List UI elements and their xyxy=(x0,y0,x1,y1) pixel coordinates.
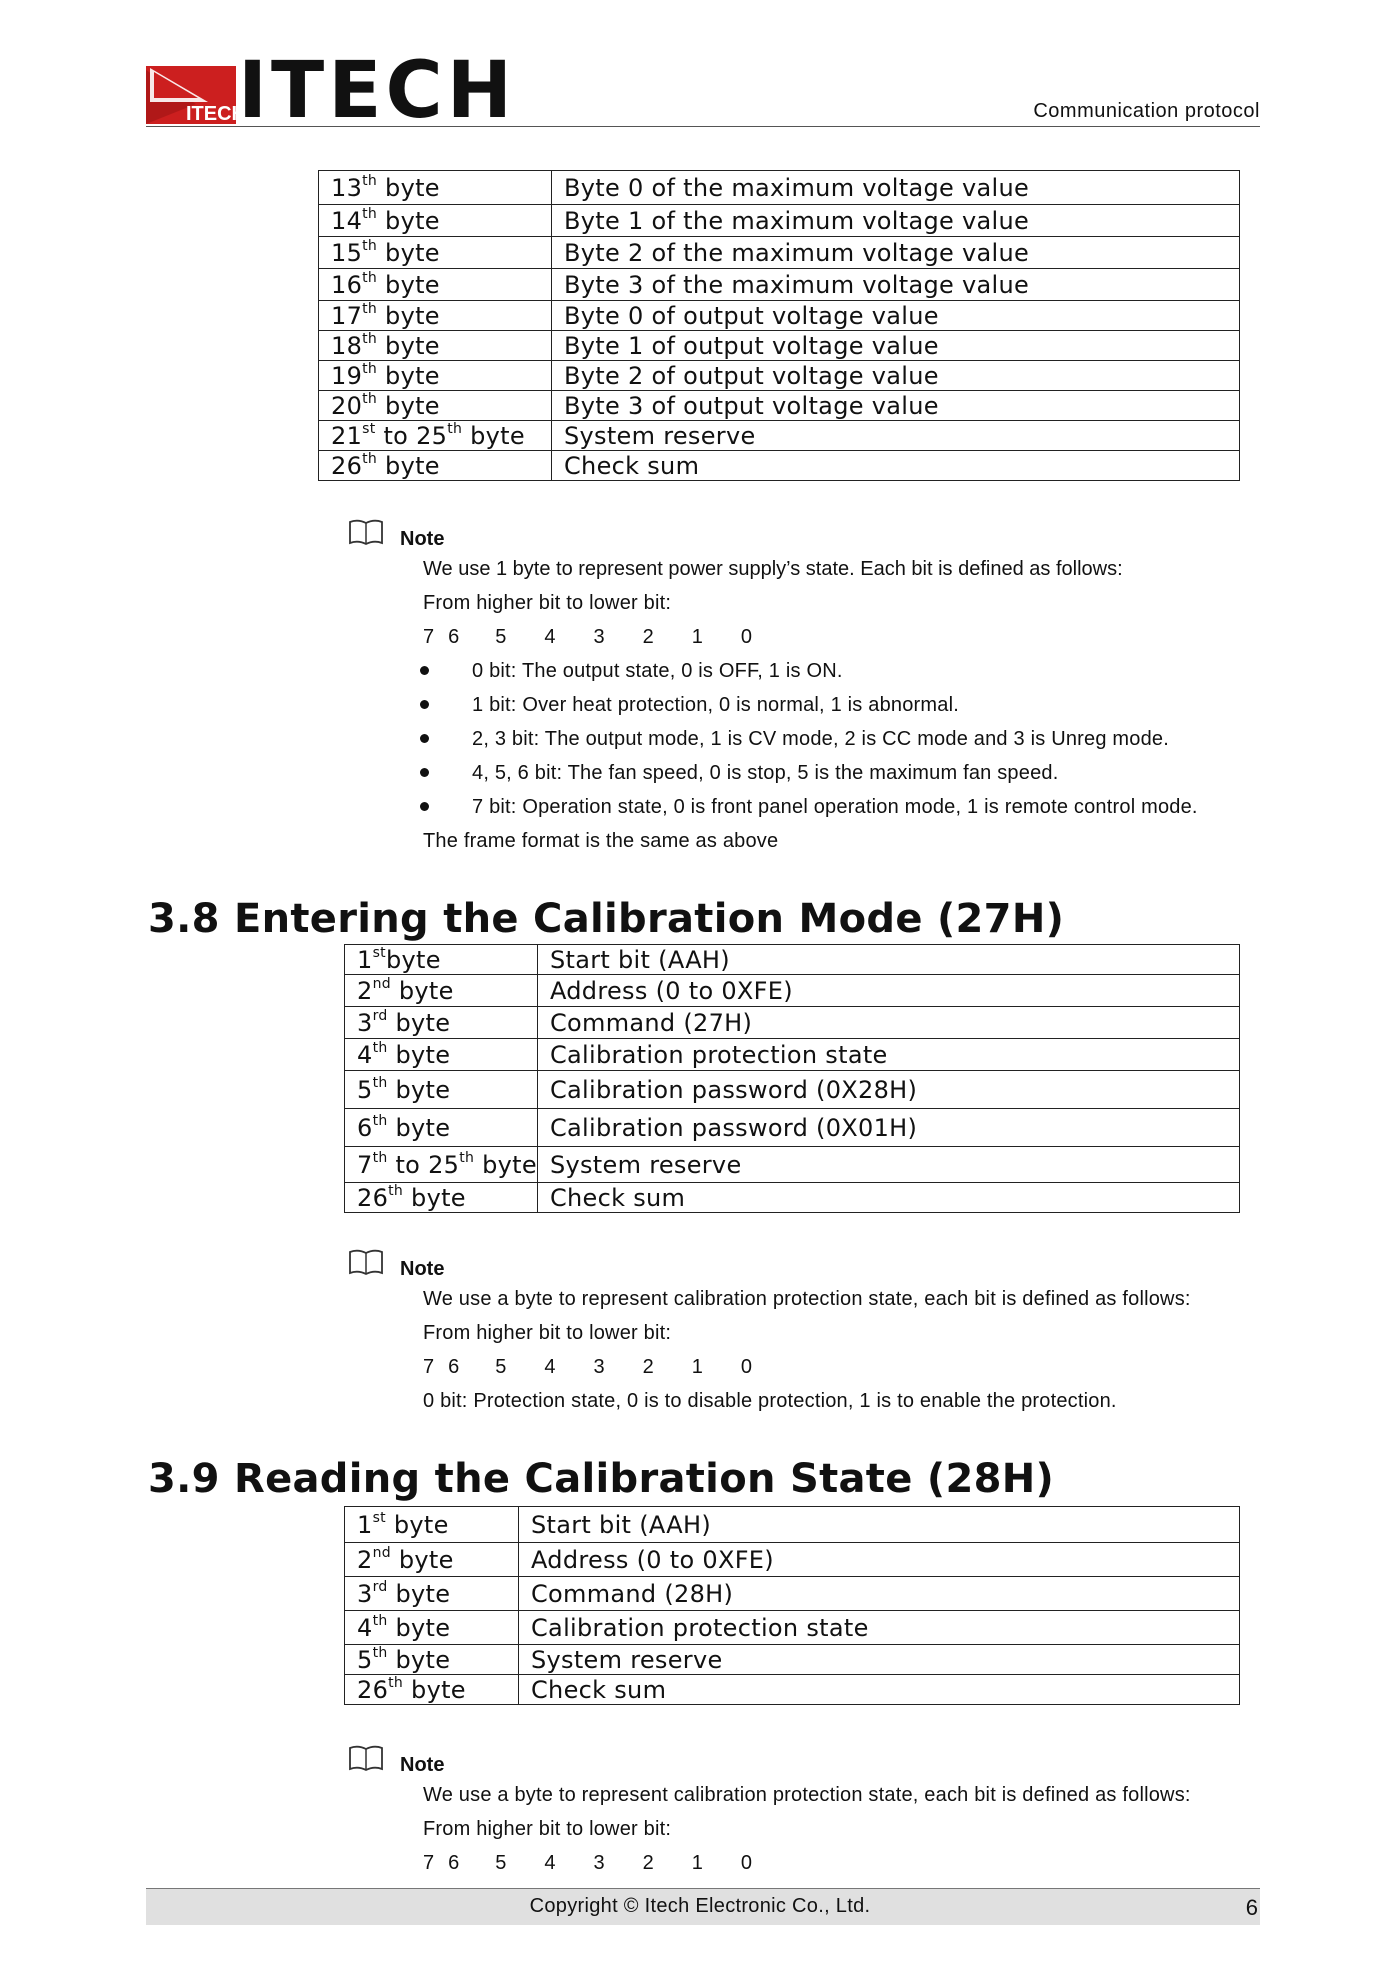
byte-position-cell xyxy=(319,331,552,361)
byte-description-cell: Calibration protection state xyxy=(537,1039,1239,1071)
bit-index: 6 xyxy=(448,626,460,648)
byte-ordinal: 3 xyxy=(357,1579,373,1608)
byte-position-cell xyxy=(319,237,552,269)
byte-description-cell: Check sum xyxy=(552,451,1240,481)
ordinal-suffix: th xyxy=(372,1112,388,1129)
book-icon xyxy=(348,1744,384,1772)
byte-label: byte xyxy=(377,451,440,480)
byte-label: byte xyxy=(387,1613,451,1642)
table-row xyxy=(345,1645,1240,1675)
byte-label: byte xyxy=(377,206,440,235)
ordinal-suffix: nd xyxy=(372,1544,391,1561)
byte-ordinal: 16 xyxy=(331,270,363,299)
byte-label: byte xyxy=(385,945,441,974)
bit-index: 7 xyxy=(423,1356,435,1378)
byte-position-cell xyxy=(345,1039,538,1071)
byte-ordinal: 1 xyxy=(357,1510,373,1539)
section-heading-3-8: 3.8 Entering the Calibration Mode (27H) xyxy=(148,896,1065,942)
byte-table-calibration-mode-body xyxy=(345,945,1240,1213)
note-intro: We use 1 byte to represent power supply’s state. Each bit is defined as follows: xyxy=(423,558,1123,580)
byte-ordinal: 26 xyxy=(331,451,363,480)
byte-position-cell xyxy=(345,975,538,1007)
byte-ordinal: 2 xyxy=(357,1545,373,1574)
bit-index: 3 xyxy=(593,1852,605,1874)
table-row xyxy=(345,1507,1240,1543)
ordinal-suffix: th xyxy=(362,390,378,407)
note-bullet: 0 bit: The output state, 0 is OFF, 1 is ON. xyxy=(472,660,843,682)
byte-label: byte xyxy=(377,270,440,299)
ordinal-suffix: th xyxy=(372,1039,388,1056)
logo-small-text: ITECH xyxy=(186,103,246,125)
ordinal-suffix: th xyxy=(362,360,378,377)
byte-label: byte xyxy=(377,331,440,360)
byte-ordinal: 5 xyxy=(357,1645,373,1674)
table-row xyxy=(319,331,1240,361)
byte-position-cell xyxy=(345,1183,538,1213)
bit-index: 1 xyxy=(691,1356,703,1378)
bullet-icon xyxy=(420,768,429,777)
bit-index: 4 xyxy=(544,1852,556,1874)
byte-label: byte xyxy=(377,173,440,202)
ordinal-suffix: th xyxy=(362,300,378,317)
byte-ordinal: 5 xyxy=(357,1075,373,1104)
logo-mark-icon xyxy=(146,66,246,125)
byte-ordinal: 18 xyxy=(331,331,363,360)
table-row xyxy=(319,205,1240,237)
bit-index: 6 xyxy=(448,1356,460,1378)
byte-ordinal: 6 xyxy=(357,1113,373,1142)
byte-position-cell xyxy=(345,1675,519,1705)
byte-ordinal: 17 xyxy=(331,301,363,330)
note-bit-order: From higher bit to lower bit: xyxy=(423,1818,672,1840)
ordinal-suffix: th xyxy=(362,450,378,467)
ordinal-suffix: nd xyxy=(372,975,391,992)
byte-ordinal: 13 xyxy=(331,173,363,202)
ordinal-suffix: rd xyxy=(372,1007,388,1024)
bit-index: 5 xyxy=(495,1356,507,1378)
byte-description-cell: System reserve xyxy=(519,1645,1240,1675)
byte-ordinal: 14 xyxy=(331,206,363,235)
note-title: Note xyxy=(400,1258,445,1280)
byte-description-cell: Start bit (AAH) xyxy=(537,945,1239,975)
byte-description-cell: Byte 3 of the maximum voltage value xyxy=(552,269,1240,301)
table-row xyxy=(345,1007,1240,1039)
bullet-icon xyxy=(420,734,429,743)
byte-description-cell: Byte 1 of the maximum voltage value xyxy=(552,205,1240,237)
byte-description-cell: Command (27H) xyxy=(537,1007,1239,1039)
byte-position-cell xyxy=(345,1071,538,1109)
ordinal-suffix: th xyxy=(459,1149,475,1166)
ordinal-suffix: th xyxy=(388,1182,404,1199)
bullet-icon xyxy=(420,802,429,811)
byte-description-cell: Byte 1 of output voltage value xyxy=(552,331,1240,361)
ordinal-suffix: th xyxy=(372,1074,388,1091)
footer-copyright: Copyright © Itech Electronic Co., Ltd. xyxy=(529,1895,871,1917)
table-row xyxy=(345,1147,1240,1183)
bit-index: 0 xyxy=(740,1852,752,1874)
byte-position-cell xyxy=(319,451,552,481)
note-footer: The frame format is the same as above xyxy=(423,830,779,852)
note-bit-order: From higher bit to lower bit: xyxy=(423,1322,672,1344)
note-bullet: 2, 3 bit: The output mode, 1 is CV mode, 2 is CC mode and 3 is Unreg mode. xyxy=(472,728,1170,750)
byte-position-cell xyxy=(345,1109,538,1147)
bit-index: 5 xyxy=(495,1852,507,1874)
byte-position-cell xyxy=(345,1007,538,1039)
logo-wordmark: ITECH xyxy=(238,46,517,136)
byte-position-cell xyxy=(319,391,552,421)
note-bullet: 4, 5, 6 bit: The fan speed, 0 is stop, 5 is the maximum fan speed. xyxy=(472,762,1059,784)
byte-label: byte xyxy=(387,1113,451,1142)
header-divider xyxy=(146,126,1260,127)
table-row xyxy=(345,1675,1240,1705)
byte-ordinal: 20 xyxy=(331,391,363,420)
byte-label: byte xyxy=(377,238,440,267)
byte-label: byte xyxy=(387,1008,451,1037)
bullet-icon xyxy=(420,666,429,675)
byte-table-calibration-mode xyxy=(344,944,1240,1213)
byte-table-status-body xyxy=(319,171,1240,481)
byte-ordinal: 26 xyxy=(357,1183,389,1212)
bullet-icon xyxy=(420,700,429,709)
ordinal-suffix: th xyxy=(372,1644,388,1661)
byte-position-cell xyxy=(319,205,552,237)
book-icon xyxy=(348,518,384,546)
byte-position-cell xyxy=(345,1577,519,1611)
byte-ordinal: 26 xyxy=(357,1675,389,1704)
byte-description-cell: Byte 3 of output voltage value xyxy=(552,391,1240,421)
section-heading-3-9: 3.9 Reading the Calibration State (28H) xyxy=(148,1456,1055,1502)
byte-description-cell: Address (0 to 0XFE) xyxy=(537,975,1239,1007)
byte-table-calibration-state xyxy=(344,1506,1240,1705)
byte-label: byte xyxy=(390,1545,454,1574)
byte-description-cell: Check sum xyxy=(519,1675,1240,1705)
byte-label: byte xyxy=(387,1579,451,1608)
table-row xyxy=(345,1039,1240,1071)
book-icon xyxy=(348,1248,384,1276)
byte-ordinal: 3 xyxy=(357,1008,373,1037)
byte-description-cell: Command (28H) xyxy=(519,1577,1240,1611)
byte-position-cell xyxy=(319,269,552,301)
table-row xyxy=(319,269,1240,301)
bit-index: 7 xyxy=(423,626,435,648)
itech-logo xyxy=(146,66,246,129)
byte-description-cell: Calibration password (0X01H) xyxy=(537,1109,1239,1147)
table-row xyxy=(319,361,1240,391)
byte-ordinal: 15 xyxy=(331,238,363,267)
bit-index-row xyxy=(423,1356,752,1379)
byte-label: byte xyxy=(403,1675,466,1704)
bit-index: 7 xyxy=(423,1852,435,1874)
table-row xyxy=(319,421,1240,451)
bit-index: 4 xyxy=(544,1356,556,1378)
bit-index: 2 xyxy=(642,1852,654,1874)
byte-description-cell: Byte 2 of the maximum voltage value xyxy=(552,237,1240,269)
byte-ordinal: 19 xyxy=(331,361,363,390)
byte-ordinal: 4 xyxy=(357,1040,373,1069)
byte-label: to 25 xyxy=(375,421,448,450)
header-section-label: Communication protocol xyxy=(1033,100,1260,122)
byte-position-cell xyxy=(345,1645,519,1675)
ordinal-suffix: st xyxy=(372,1509,386,1526)
byte-label: byte xyxy=(377,301,440,330)
table-row xyxy=(345,1183,1240,1213)
bit-index: 5 xyxy=(495,626,507,648)
bit-index: 1 xyxy=(691,1852,703,1874)
byte-label: byte xyxy=(387,1075,451,1104)
ordinal-suffix: st xyxy=(372,944,386,961)
table-row xyxy=(319,171,1240,205)
byte-label: byte xyxy=(403,1183,466,1212)
table-row xyxy=(345,945,1240,975)
byte-description-cell: Check sum xyxy=(537,1183,1239,1213)
byte-description-cell: Start bit (AAH) xyxy=(519,1507,1240,1543)
note-bullet: 7 bit: Operation state, 0 is front panel operation mode, 1 is remote control mode. xyxy=(472,796,1198,818)
bit-index: 3 xyxy=(593,1356,605,1378)
byte-position-cell xyxy=(345,1507,519,1543)
note-title: Note xyxy=(400,1754,445,1776)
byte-description-cell: Calibration password (0X28H) xyxy=(537,1071,1239,1109)
byte-table-calibration-state-body xyxy=(345,1507,1240,1705)
ordinal-suffix: th xyxy=(362,269,378,286)
byte-position-cell xyxy=(345,945,538,975)
table-row xyxy=(345,975,1240,1007)
bit-index-row xyxy=(423,1852,752,1875)
table-row xyxy=(345,1577,1240,1611)
byte-description-cell: Calibration protection state xyxy=(519,1611,1240,1645)
byte-position-cell xyxy=(319,171,552,205)
bit-index: 2 xyxy=(642,1356,654,1378)
bit-index-row xyxy=(423,626,752,649)
byte-label: byte xyxy=(390,976,454,1005)
byte-position-cell xyxy=(319,301,552,331)
note-intro: We use a byte to represent calibration protection state, each bit is defined as follows: xyxy=(423,1784,1191,1806)
byte-ordinal: 7 xyxy=(357,1150,373,1179)
byte-ordinal: 21 xyxy=(331,421,363,450)
ordinal-suffix: th xyxy=(362,237,378,254)
byte-label: byte xyxy=(474,1150,537,1179)
byte-ordinal: 1 xyxy=(357,945,373,974)
byte-position-cell xyxy=(345,1543,519,1577)
byte-label: byte xyxy=(387,1040,451,1069)
byte-description-cell: Byte 2 of output voltage value xyxy=(552,361,1240,391)
table-row xyxy=(319,391,1240,421)
byte-label: byte xyxy=(462,421,525,450)
byte-position-cell xyxy=(319,361,552,391)
table-row xyxy=(345,1543,1240,1577)
byte-description-cell: Byte 0 of output voltage value xyxy=(552,301,1240,331)
table-row xyxy=(319,237,1240,269)
byte-table-status xyxy=(318,170,1240,481)
ordinal-suffix: th xyxy=(447,420,463,437)
byte-description-cell: Byte 0 of the maximum voltage value xyxy=(552,171,1240,205)
ordinal-suffix: th xyxy=(362,172,378,189)
byte-description-cell: System reserve xyxy=(552,421,1240,451)
ordinal-suffix: th xyxy=(372,1612,388,1629)
table-row xyxy=(319,301,1240,331)
bit-index: 3 xyxy=(593,626,605,648)
ordinal-suffix: st xyxy=(362,420,376,437)
byte-position-cell xyxy=(319,421,552,451)
byte-label: byte xyxy=(377,391,440,420)
note-bullet: 1 bit: Over heat protection, 0 is normal, 1 is abnormal. xyxy=(472,694,959,716)
byte-description-cell: Address (0 to 0XFE) xyxy=(519,1543,1240,1577)
byte-label: byte xyxy=(377,361,440,390)
bit-index: 1 xyxy=(691,626,703,648)
byte-ordinal: 4 xyxy=(357,1613,373,1642)
table-row xyxy=(345,1611,1240,1645)
note-bit-order: From higher bit to lower bit: xyxy=(423,592,672,614)
ordinal-suffix: th xyxy=(362,330,378,347)
bit-index: 0 xyxy=(740,1356,752,1378)
byte-ordinal: 2 xyxy=(357,976,373,1005)
note-detail: 0 bit: Protection state, 0 is to disable protection, 1 is to enable the protection. xyxy=(423,1390,1117,1412)
ordinal-suffix: th xyxy=(388,1674,404,1691)
byte-label: byte xyxy=(387,1645,451,1674)
byte-label: to 25 xyxy=(387,1150,460,1179)
byte-position-cell xyxy=(345,1147,538,1183)
table-row xyxy=(345,1109,1240,1147)
bit-index: 4 xyxy=(544,626,556,648)
ordinal-suffix: rd xyxy=(372,1578,388,1595)
note-title: Note xyxy=(400,528,445,550)
table-row xyxy=(345,1071,1240,1109)
bit-index: 2 xyxy=(642,626,654,648)
page-number: 6 xyxy=(1245,1895,1258,1920)
byte-position-cell xyxy=(345,1611,519,1645)
ordinal-suffix: th xyxy=(372,1149,388,1166)
table-row xyxy=(319,451,1240,481)
ordinal-suffix: th xyxy=(362,205,378,222)
byte-description-cell: System reserve xyxy=(537,1147,1239,1183)
byte-label: byte xyxy=(385,1510,449,1539)
note-intro: We use a byte to represent calibration protection state, each bit is defined as follows: xyxy=(423,1288,1191,1310)
bit-index: 6 xyxy=(448,1852,460,1874)
bit-index: 0 xyxy=(740,626,752,648)
